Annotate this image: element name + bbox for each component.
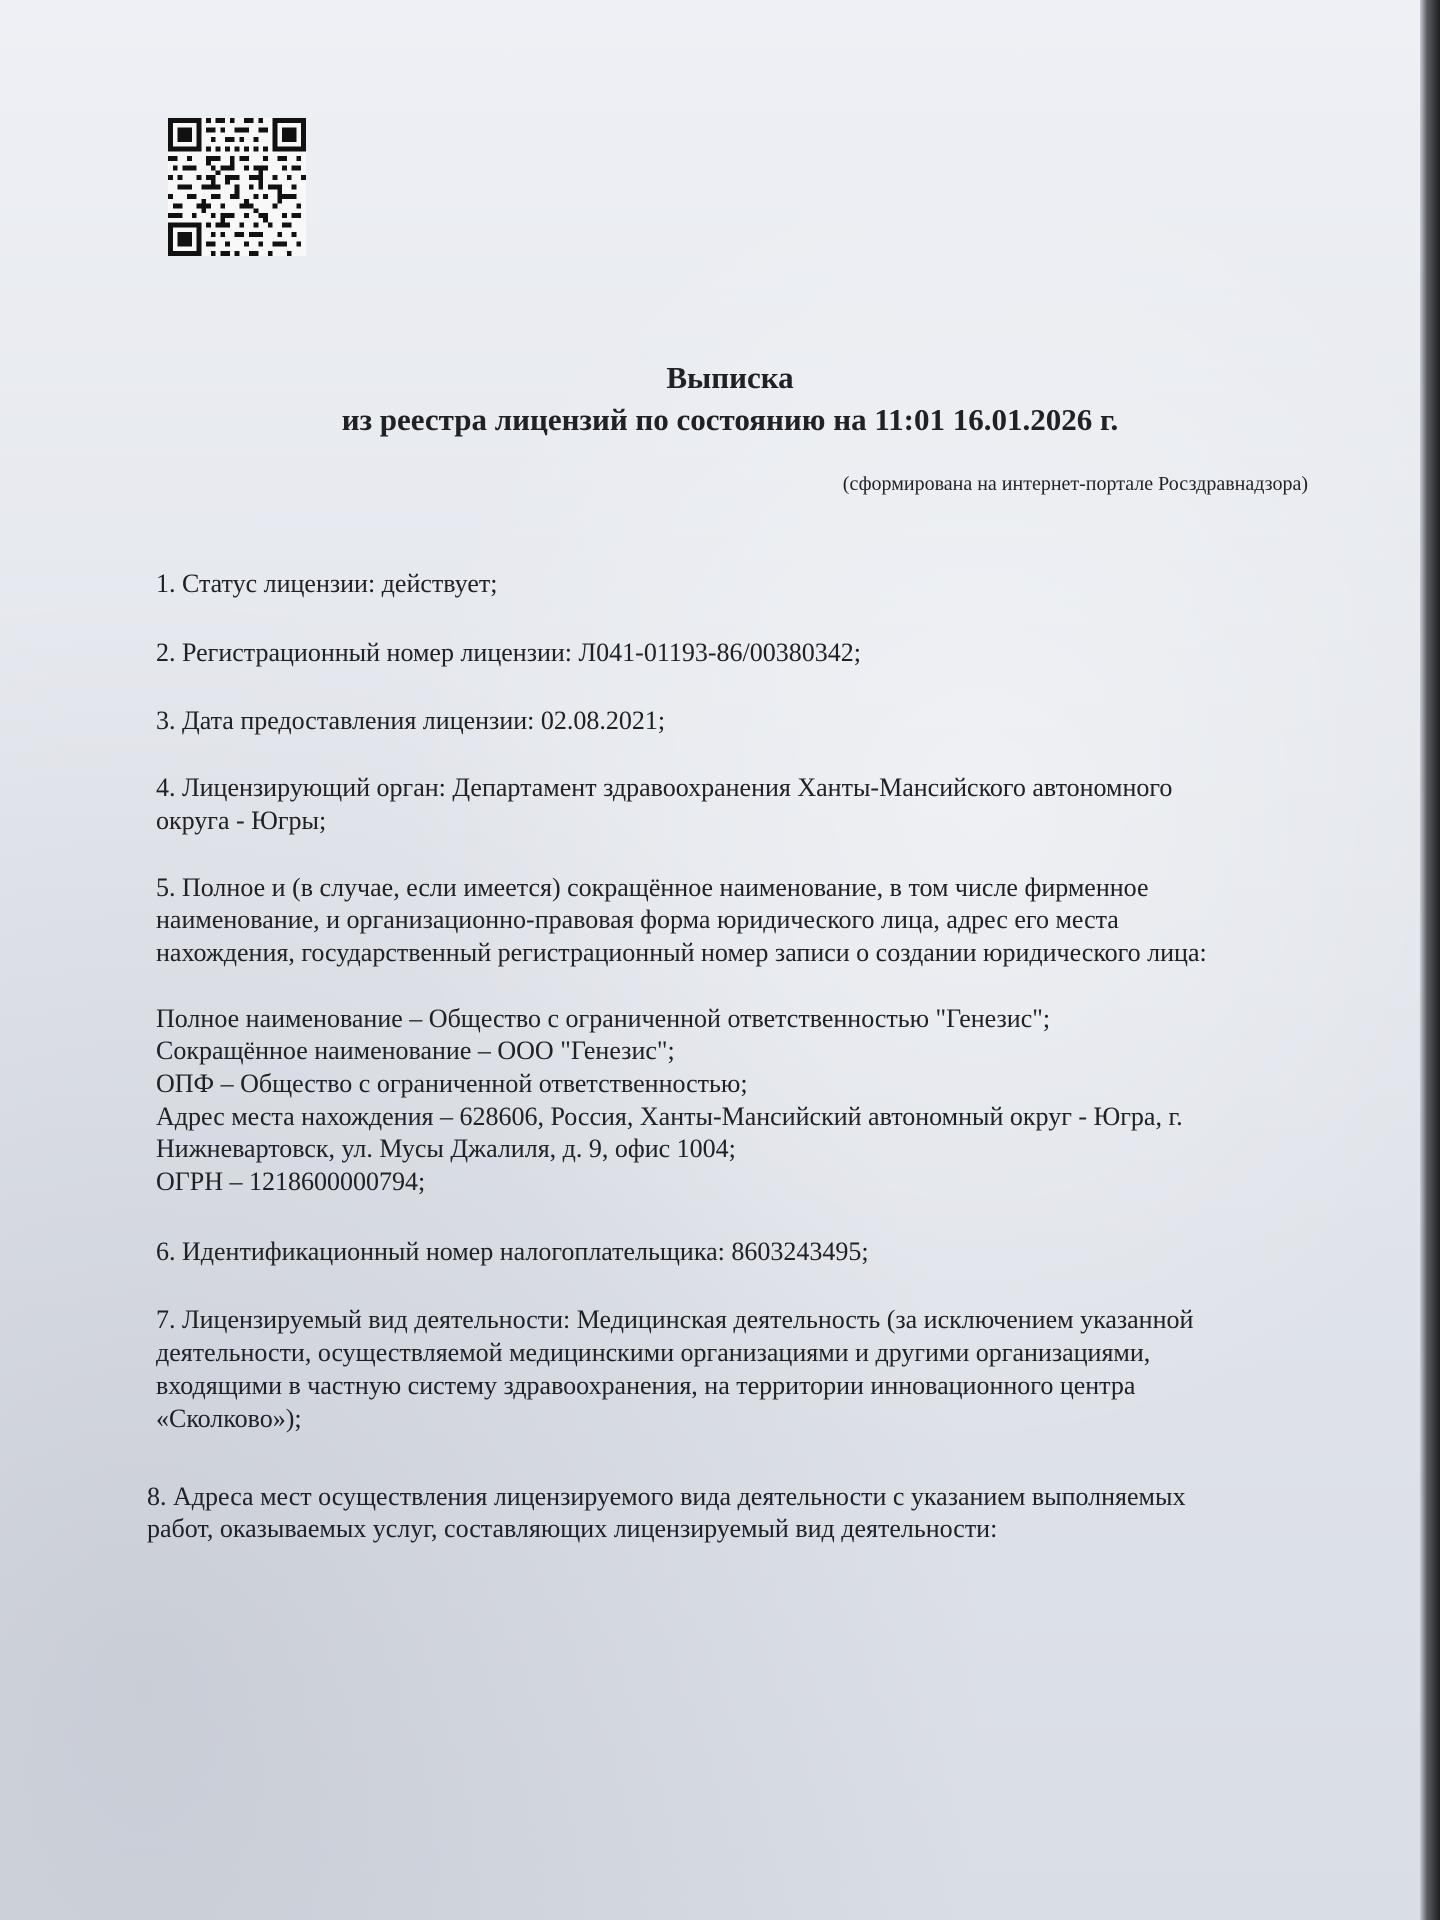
item-5-name-line-2: наименование, и организационно-правовая форма юридического лица, адрес его места bbox=[156, 905, 1119, 934]
full-company-name: Полное наименование – Общество с ограниченной ответственностью "Генезис"; bbox=[156, 1004, 1051, 1033]
item-7-activity-line-1: 7. Лицензируемый вид деятельности: Медицинская деятельность (за исключением указанной bbox=[156, 1305, 1194, 1334]
legal-form: ОПФ – Общество с ограниченной ответственностью; bbox=[156, 1069, 748, 1098]
item-4-licensing-authority-line-2: округа - Югры; bbox=[156, 806, 327, 835]
qr-code-icon bbox=[168, 118, 306, 256]
item-7-activity-line-4: «Сколково»); bbox=[156, 1404, 302, 1433]
item-8-addresses-line-2: работ, оказываемых услуг, составляющих лицензируемый вид деятельности: bbox=[147, 1514, 998, 1543]
address-line-1: Адрес места нахождения – 628606, Россия, Ханты-Мансийский автономный округ - Югра, г. bbox=[156, 1102, 1183, 1131]
document-subtitle: из реестра лицензий по состоянию на 11:01 16.01.2026 г. bbox=[341, 402, 1119, 437]
item-1-status: 1. Статус лицензии: действует; bbox=[156, 569, 498, 598]
item-7-activity-line-2: деятельности, осуществляемой медицинскими организациями и другими организациями, bbox=[156, 1338, 1151, 1367]
source-note: (сформирована на интернет-портале Росздравнадзора) bbox=[842, 473, 1308, 495]
item-3-issue-date: 3. Дата предоставления лицензии: 02.08.2021; bbox=[156, 706, 666, 735]
short-company-name: Сокращённое наименование – ООО "Генезис"; bbox=[156, 1036, 675, 1065]
item-4-licensing-authority-line-1: 4. Лицензирующий орган: Департамент здравоохранения Ханты-Мансийского автономного bbox=[156, 773, 1173, 802]
item-2-registration-number: 2. Регистрационный номер лицензии: Л041-01193-86/00380342; bbox=[156, 638, 861, 667]
item-5-name-line-1: 5. Полное и (в случае, если имеется) сокращённое наименование, в том числе фирменное bbox=[156, 873, 1149, 902]
item-7-activity-line-3: входящими в частную систему здравоохранения, на территории инновационного центра bbox=[156, 1371, 1136, 1400]
item-8-addresses-line-1: 8. Адреса мест осуществления лицензируемого вида деятельности с указанием выполняемых bbox=[147, 1482, 1186, 1511]
page-edge-shadow bbox=[1420, 0, 1440, 1920]
address-line-2: Нижневартовск, ул. Мусы Джалиля, д. 9, офис 1004; bbox=[156, 1134, 736, 1163]
item-5-name-line-3: нахождения, государственный регистрационный номер записи о создании юридического лица: bbox=[156, 938, 1207, 967]
document-title: Выписка bbox=[666, 360, 794, 395]
item-6-inn: 6. Идентификационный номер налогоплательщика: 8603243495; bbox=[156, 1237, 869, 1266]
ogrn: ОГРН – 1218600000794; bbox=[156, 1167, 426, 1196]
